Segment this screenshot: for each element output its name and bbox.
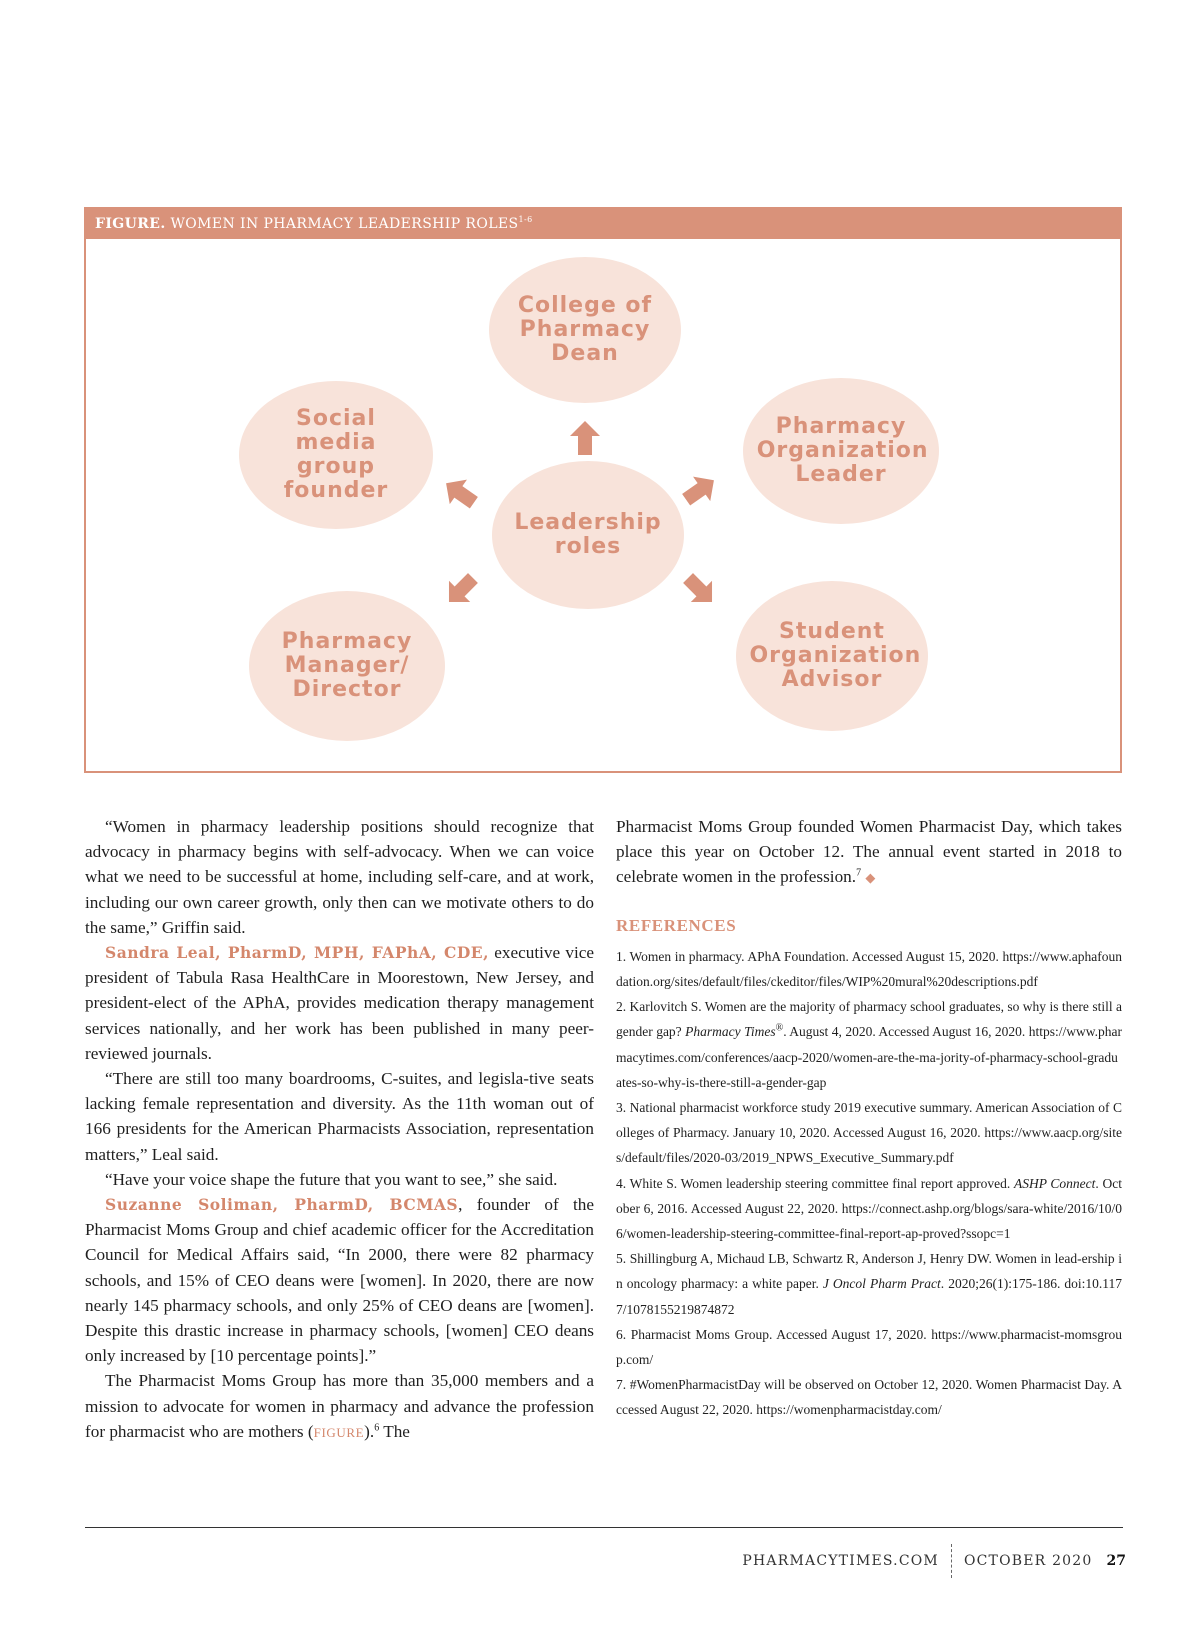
leadership-diagram (86, 239, 1120, 771)
references-heading: REFERENCES (616, 915, 737, 935)
page-number: 27 (1106, 1553, 1126, 1569)
arrow-up-icon (570, 421, 600, 455)
paragraph-griffin-quote: “Women in pharmacy leadership positions should recognize that advocacy in pharmacy begins with self-advocacy. When we can voice what we need to be successful at home, including self-care, and at work, including our own career growth, only then can we motivate others to do the same,” Griffin said. (85, 817, 594, 937)
name-sandra-leal: Sandra Leal, PharmD, MPH, FAPhA, CDE, (105, 943, 490, 963)
arrow-up-left-icon (437, 471, 482, 515)
footer-site[interactable]: PHARMACYTIMES.COM (742, 1553, 939, 1569)
node-college-dean: College of Pharmacy Dean (489, 257, 681, 403)
article-left-column (85, 814, 594, 1445)
node-pharmacy-org-leader: Pharmacy Organization Leader (743, 378, 939, 524)
figure-title-sup: 1-6 (518, 215, 533, 224)
arrow-up-right-icon (677, 468, 722, 512)
figure-reference-link[interactable]: FIGURE (313, 1424, 365, 1440)
node-leadership-roles: Leadership roles (492, 461, 684, 609)
article-right-column (616, 814, 1122, 1423)
reference-item: 4. White S. Women leadership steering committee final report approved. ASHP Connect. October 6, 2016. Accessed August 22, 2020. https://connect.ashp.org/blogs/sara-white/2016/10/06/women-leadership-steering-committee-final-report-ap-proved?ssopc=1 (616, 1175, 1122, 1242)
paragraph-voice-quote: “Have your voice shape the future that you want to see,” she said. (105, 1169, 558, 1189)
name-suzanne-soliman: Suzanne Soliman, PharmD, BCMAS (105, 1195, 459, 1215)
references-list (616, 944, 1122, 1423)
paragraph-women-pharmacist-day: Pharmacist Moms Group founded Women Pharmacist Day, which takes place this year on October 12. The annual event started in 2018 to celebrate women in the profession.$^7$ ◆ (616, 817, 1122, 887)
figure-title: WOMEN IN PHARMACY LEADERSHIP ROLES (170, 216, 519, 232)
reference-item: 5. Shillingburg A, Michaud LB, Schwartz R, Anderson J, Henry DW. Women in lead-ership in oncology pharmacy: a white paper. J Oncol Pharm Pract. 2020;26(1):175-186. doi:10.1177/1078155219874872 (616, 1251, 1123, 1317)
page-footer (742, 1544, 1126, 1578)
reference-item: 1. Women in pharmacy. APhA Foundation. Accessed August 15, 2020. https://www.aphafoundation.org/sites/default/files/ckeditor/files/WIP%20mural%20descriptions.pdf (616, 948, 1122, 990)
reference-item: 3. National pharmacist workforce study 2019 executive summary. American Association of Colleges of Pharmacy. January 10, 2020. Accessed August 16, 2020. https://www.aacp.org/sites/default/files/2020-03/2019_NPWS_Executive_Summary.pdf (616, 1100, 1122, 1166)
footer-issue: OCTOBER 2020 (963, 1553, 1093, 1569)
paragraph-soliman-bio: Suzanne Soliman, PharmD, BCMAS, founder of the Pharmacist Moms Group and chief academic officer for the Accreditation Council for Medical Affairs said, “In 2000, there were 82 pharmacy schools, and 15% of CEO deans were [women]. In 2020, there are now nearly 145 pharmacy schools, and only 25% of CEO deans are [women]. Despite this drastic increase in pharmacy schools, [women] CEO deans only increased by [10 percentage points].” (85, 1195, 594, 1366)
paragraph-leal-bio: Sandra Leal, PharmD, MPH, FAPhA, CDE, executive vice president of Tabula Rasa HealthCare in Moorestown, New Jersey, and president-elect of the APhA, provides medication therapy management services nationally, and her work has been published in many peer-reviewed journals. (85, 943, 594, 1063)
figure-header (86, 209, 1120, 239)
paragraph-leal-quote: “There are still too many boardrooms, C-suites, and legisla-tive seats lacking female representation and diversity. As the 11th woman out of 166 presidents for the American Pharmacists Association, representation matters,” Leal said. (85, 1069, 594, 1164)
node-student-org-advisor: Student Organization Advisor (736, 581, 928, 731)
reference-item: 7. #WomenPharmacistDay will be observed on October 12, 2020. Women Pharmacist Day. Accessed August 22, 2020. https://womenpharmacistday.com/ (616, 1377, 1122, 1418)
end-mark-diamond-icon: ◆ (865, 870, 876, 886)
figure-box (84, 207, 1122, 773)
node-social-media-founder: Social media group founder (239, 381, 433, 529)
reference-item: 6. Pharmacist Moms Group. Accessed August 17, 2020. https://www.pharmacist-momsgroup.com/ (616, 1326, 1122, 1368)
footer-separator (951, 1544, 952, 1578)
reference-item: 2. Karlovitch S. Women are the majority of pharmacy school graduates, so why is there still a gender gap? Pharmacy Times®. August 4, 2020. Accessed August 16, 2020. https://www.pharmacytimes.com/conferences/aacp-2020/women-are-the-ma-jority-of-pharmacy-school-graduates-so-why-is-there-still-a-gender-gap (616, 999, 1122, 1090)
arrow-down-right-icon (677, 567, 722, 612)
paragraph-moms-group: The Pharmacist Moms Group has more than 35,000 members and a mission to advocate for women in pharmacy and advance the profession for pharmacist who are mothers (FIGURE).$^6$ The (85, 1371, 594, 1441)
figure-label: FIGURE. (95, 216, 166, 232)
footer-rule (85, 1527, 1123, 1528)
arrow-down-left-icon (438, 567, 483, 612)
node-pharmacy-manager: Pharmacy Manager/ Director (249, 591, 445, 741)
